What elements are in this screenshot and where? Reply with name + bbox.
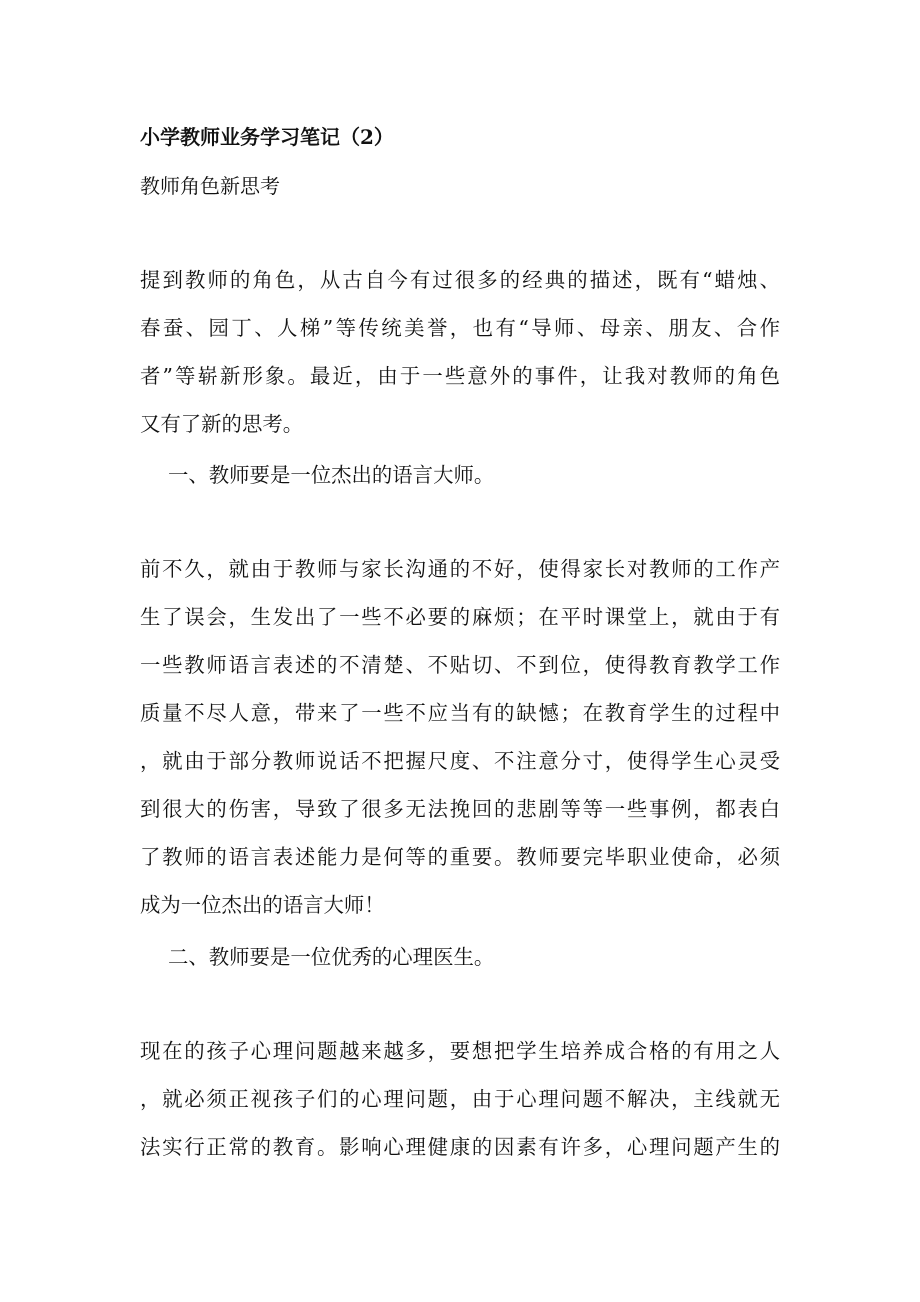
paragraph-line: 质量不尽人意，带来了一些不应当有的缺憾；在教育学生的过程中 xyxy=(140,701,780,725)
paragraph-line: 提到教师的角色，从古自今有过很多的经典的描述，既有“蜡烛、 xyxy=(140,268,780,292)
paragraph-line: 又有了新的思考。 xyxy=(140,412,304,436)
paragraph-line: 生了误会，生发出了一些不必要的麻烦；在平时课堂上，就由于有 xyxy=(140,605,780,629)
paragraph-line: 了教师的语言表述能力是何等的重要。教师要完毕职业使命，必须 xyxy=(140,845,780,869)
paragraph-line: 法实行正常的教育。影响心理健康的因素有许多，心理问题产生的 xyxy=(140,1135,780,1159)
paragraph-language-master xyxy=(140,545,780,929)
paragraph-line: 者”等崭新形象。最近，由于一些意外的事件，让我对教师的角色 xyxy=(140,364,780,388)
document-title: 小学教师业务学习笔记（2） xyxy=(140,125,394,149)
section-heading-language-master: 一、教师要是一位杰出的语言大师。 xyxy=(168,463,495,487)
paragraph-line: 前不久，就由于教师与家长沟通的不好，使得家长对教师的工作产 xyxy=(140,557,780,581)
paragraph-line: 一些教师语言表述的不清楚、不贴切、不到位，使得教育教学工作 xyxy=(140,653,780,677)
paragraph-line: 到很大的伤害，导致了很多无法挽回的悲剧等等一些事例，都表白 xyxy=(140,797,780,821)
paragraph-line: 春蚕、园丁、人梯”等传统美誉，也有“导师、母亲、朋友、合作 xyxy=(140,316,780,340)
paragraph-line: ，就由于部分教师说话不把握尺度、不注意分寸，使得学生心灵受 xyxy=(140,749,780,773)
paragraph-line: 现在的孩子心理问题越来越多，要想把学生培养成合格的有用之人 xyxy=(140,1039,780,1063)
paragraph-line: ，就必须正视孩子们的心理问题，由于心理问题不解决，主线就无 xyxy=(140,1087,780,1111)
paragraph-psychologist xyxy=(140,1027,780,1171)
paragraph-line: 成为一位杰出的语言大师！ xyxy=(140,893,385,917)
paragraph-intro xyxy=(140,256,780,448)
section-heading-psychologist: 二、教师要是一位优秀的心理医生。 xyxy=(168,945,495,969)
document-subtitle: 教师角色新思考 xyxy=(140,174,280,198)
